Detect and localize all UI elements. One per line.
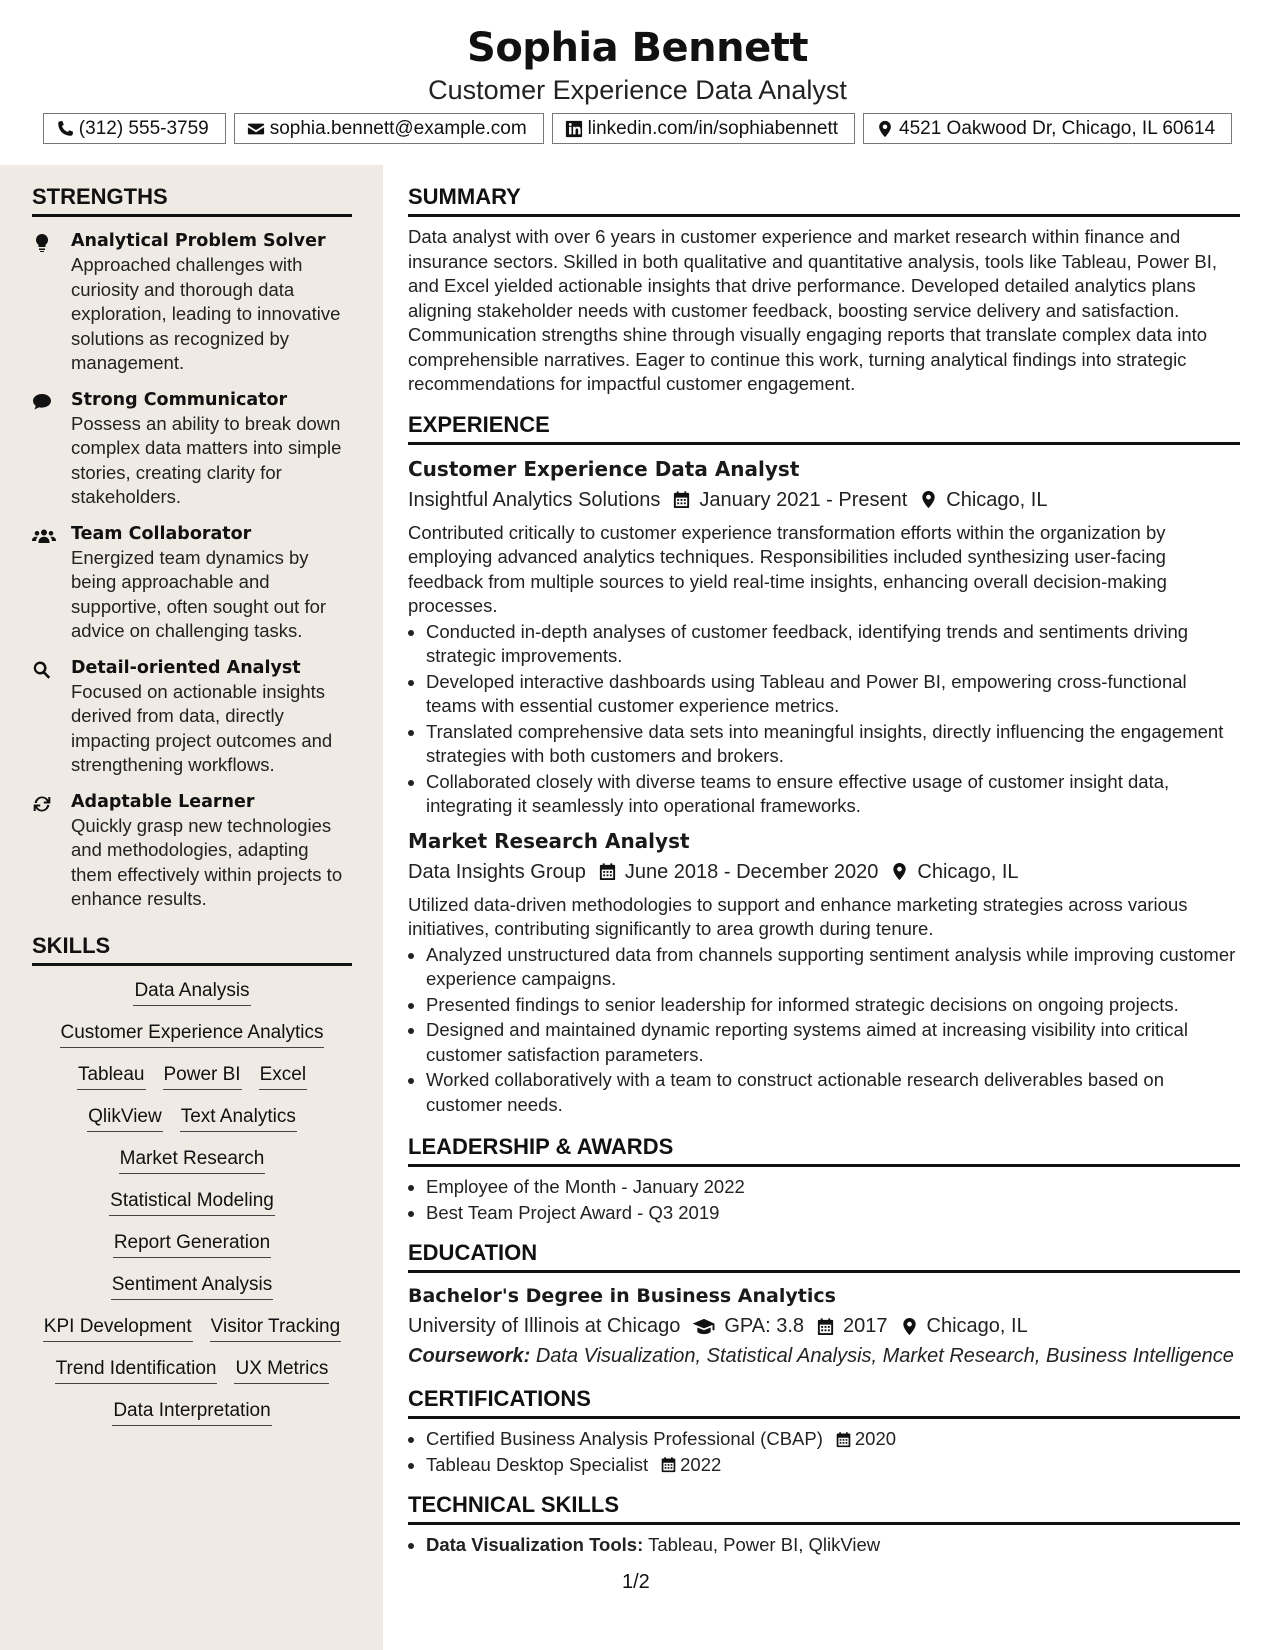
list-item: • Conducted in-depth analyses of customer feedback, identifying trends and sentiments driving strategic improvements.: [426, 620, 1240, 669]
skill-tag: Market Research: [119, 1146, 266, 1174]
summary-text: Data analyst with over 6 years in customer experience and market research within finance and insurance sectors. Skilled in both qualitative and quantitative analysis, tools like Tableau, Power BI, and Excel yielded actionable insights that drive performance. Developed detailed analytics plans aligning stakeholder needs with customer feedback, boosting service delivery and satisfaction. Communication strengths shine through visually engaging reports that translate complex data into comprehensible narratives. Eager to continue this work, turning analytical findings into strategic recommendations for impactful customer engagement.: [408, 226, 1217, 394]
map-pin-icon: [900, 1317, 919, 1336]
education-degree: Bachelor's Degree in Business Analytics: [408, 1285, 836, 1307]
strength-desc: Energized team dynamics by being approachable and supportive, often sought out for advice on challenging tasks.: [71, 546, 327, 641]
skill-tag: Data Interpretation: [112, 1398, 271, 1426]
education-location: Chicago, IL: [926, 1315, 1028, 1337]
strength-title: Strong Communicator: [71, 389, 288, 410]
strength-item: [32, 388, 352, 510]
calendar-icon: [598, 862, 617, 881]
candidate-name: Sophia Bennett: [467, 25, 808, 71]
calendar-icon: [816, 1317, 835, 1336]
strength-item: [32, 522, 352, 644]
skill-tag: Excel: [259, 1062, 307, 1090]
job-bullets: [408, 943, 1240, 1118]
skill-tag: Customer Experience Analytics: [60, 1020, 325, 1048]
contact-linkedin[interactable]: [552, 113, 855, 144]
job-description: Utilized data-driven methodologies to support and enhance marketing strategies across various initiatives, contributing significantly to area growth during tenure.: [408, 893, 1188, 939]
job-meta: [408, 485, 1240, 515]
main-column: [408, 165, 1240, 1559]
speech-bubble-icon: [32, 392, 52, 412]
summary-heading: SUMMARY: [408, 183, 1240, 217]
phone-icon: [56, 120, 74, 138]
education-gpa: GPA: 3.8: [724, 1315, 805, 1337]
skill-tag: Sentiment Analysis: [111, 1272, 274, 1300]
job-entry: [408, 455, 1240, 819]
skill-tag: Report Generation: [113, 1230, 271, 1258]
list-item: • Presented findings to senior leadership for informed strategic decisions on ongoing projects.: [426, 993, 1240, 1018]
job-dates: January 2021 - Present: [699, 488, 908, 511]
cert-year: 2020: [854, 1428, 897, 1449]
skill-tag: Power BI: [163, 1062, 242, 1090]
skill-tag: UX Metrics: [234, 1356, 329, 1384]
strength-item: [32, 790, 352, 912]
list-item: [426, 1427, 1240, 1452]
skills-list: [32, 978, 352, 1426]
refresh-icon: [32, 794, 52, 814]
experience-heading: EXPERIENCE: [408, 411, 1240, 445]
list-item: • Developed interactive dashboards using Tableau and Power BI, empowering cross-functional teams with essential customer experience metrics.: [426, 670, 1240, 719]
tech-label: Data Visualization Tools:: [426, 1534, 644, 1555]
calendar-icon: [660, 1456, 677, 1473]
education-school: University of Illinois at Chicago: [408, 1315, 681, 1337]
lightbulb-icon: [32, 233, 52, 253]
list-item: [426, 1533, 1240, 1558]
envelope-icon: [247, 120, 265, 138]
graduation-cap-icon: [692, 1317, 716, 1336]
list-item: • Employee of the Month - January 2022: [426, 1175, 1240, 1200]
job-title: Customer Experience Data Analyst: [408, 456, 800, 481]
list-item: • Designed and maintained dynamic reporting systems aimed at increasing visibility into critical customer satisfaction parameters.: [426, 1018, 1240, 1067]
contact-email[interactable]: [234, 113, 544, 144]
strength-desc: Focused on actionable insights derived from data, directly impacting project outcomes and strengthening workflows.: [71, 680, 333, 775]
job-meta: [408, 857, 1240, 887]
skill-tag: Trend Identification: [55, 1356, 218, 1384]
skill-tag: Data Analysis: [133, 978, 250, 1006]
skills-heading: SKILLS: [32, 932, 352, 966]
skill-tag: QlikView: [87, 1104, 163, 1132]
sidebar: [0, 165, 383, 1650]
education-coursework: [408, 1341, 1240, 1371]
page-number: 1/2: [622, 1571, 650, 1593]
strength-desc: Possess an ability to break down complex data matters into simple stories, creating clarity for stakeholders.: [71, 412, 342, 507]
map-pin-icon: [919, 490, 938, 509]
list-item: [426, 1453, 1240, 1478]
contact-phone[interactable]: [43, 113, 226, 144]
strength-title: Detail-oriented Analyst: [71, 657, 301, 678]
job-bullets: [408, 620, 1240, 819]
cert-name: • Tableau Desktop Specialist: [426, 1453, 649, 1475]
contact-phone-text: (312) 555-3759: [78, 117, 209, 139]
job-company: Data Insights Group: [408, 860, 586, 883]
strengths-heading: STRENGTHS: [32, 183, 352, 217]
coursework-text: Data Visualization, Statistical Analysis, Market Research, Business Intelligence: [535, 1345, 1234, 1367]
strength-item: [32, 229, 352, 376]
contact-bar: [0, 113, 1275, 144]
job-company: Insightful Analytics Solutions: [408, 488, 661, 511]
coursework-label: Coursework:: [408, 1345, 531, 1367]
map-pin-icon: [890, 862, 909, 881]
list-item: • Analyzed unstructured data from channels supporting sentiment analysis while improving customer experience campaigns.: [426, 943, 1240, 992]
skill-tag: Statistical Modeling: [109, 1188, 275, 1216]
job-entry: [408, 827, 1240, 1118]
job-location: Chicago, IL: [946, 488, 1048, 511]
contact-address-text: 4521 Oakwood Dr, Chicago, IL 60614: [899, 117, 1216, 139]
skill-tag: Tableau: [77, 1062, 146, 1090]
cert-year: 2022: [680, 1453, 722, 1475]
strength-desc: Approached challenges with curiosity and thorough data exploration, leading to innovative solutions as recognized by management.: [71, 254, 341, 373]
job-description: Contributed critically to customer experience transformation efforts within the organization by employing advanced analytics techniques. Responsibilities included synthesizing user-facing feedback from multiple sources to yield real-time insights, enhancing overall decision-making processes.: [408, 521, 1167, 616]
list-item: • Translated comprehensive data sets into meaningful insights, directly influencing the engagement strategies with both customers and brokers.: [426, 720, 1240, 769]
strength-title: Analytical Problem Solver: [71, 231, 326, 251]
education-year: 2017: [843, 1315, 888, 1337]
resume-header: [0, 0, 1275, 165]
job-dates: June 2018 - December 2020: [624, 860, 879, 883]
strength-desc: Quickly grasp new technologies and methodologies, adapting them effectively within projects to enhance results.: [71, 814, 343, 909]
contact-linkedin-text: linkedin.com/in/sophiabennett: [587, 117, 839, 139]
contact-email-text: sophia.bennett@example.com: [269, 117, 527, 139]
tech-value: Tableau, Power BI, QlikView: [648, 1534, 881, 1555]
users-icon: [32, 526, 56, 546]
certifications-heading: CERTIFICATIONS: [408, 1385, 1240, 1419]
list-item: • Collaborated closely with diverse teams to ensure effective usage of customer insight data, integrating it seamlessly into operational frameworks.: [426, 770, 1240, 819]
strength-title: Team Collaborator: [71, 523, 252, 544]
calendar-icon: [672, 490, 691, 509]
skill-tag: Visitor Tracking: [210, 1314, 342, 1342]
technical-skills-list: [408, 1533, 1240, 1558]
list-item: • Worked collaboratively with a team to construct actionable research deliverables based on customer needs.: [426, 1068, 1240, 1117]
certifications-list: [408, 1427, 1240, 1477]
education-heading: EDUCATION: [408, 1239, 1240, 1273]
contact-address[interactable]: [863, 113, 1232, 144]
strength-title: Adaptable Learner: [71, 791, 255, 812]
awards-heading: LEADERSHIP & AWARDS: [408, 1133, 1240, 1167]
skill-tag: Text Analytics: [180, 1104, 297, 1132]
map-pin-icon: [876, 120, 894, 138]
job-location: Chicago, IL: [917, 860, 1019, 883]
awards-list: [408, 1175, 1240, 1225]
skill-tag: KPI Development: [43, 1314, 193, 1342]
calendar-icon: [835, 1431, 852, 1448]
list-item: • Best Team Project Award - Q3 2019: [426, 1201, 1240, 1226]
linkedin-icon: [565, 120, 583, 138]
cert-name: • Certified Business Analysis Professional (CBAP): [426, 1428, 823, 1449]
candidate-title: Customer Experience Data Analyst: [428, 75, 847, 105]
education-meta: [408, 1311, 1240, 1341]
job-title: Market Research Analyst: [408, 828, 690, 853]
magnifier-icon: [32, 660, 52, 680]
strength-item: [32, 656, 352, 778]
technical-skills-heading: TECHNICAL SKILLS: [408, 1491, 1240, 1525]
